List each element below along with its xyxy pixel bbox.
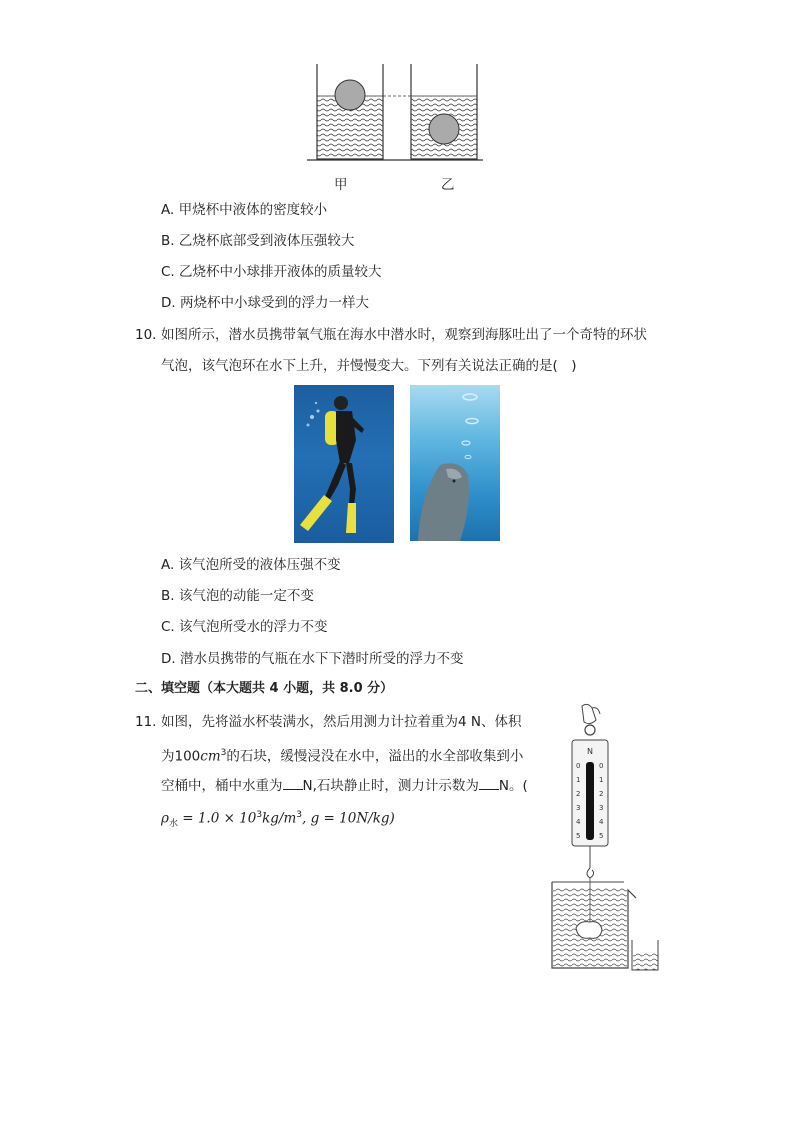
left-ball (335, 80, 365, 110)
q10-option-d: D. 潜水员携带的气瓶在水下下潜时所受的浮力不变 (161, 651, 464, 667)
q9-option-a: A. 甲烧杯中液体的密度较小 (161, 202, 328, 218)
section-heading: 二、填空题（本大题共 4 小题，共 8.0 分） (135, 681, 394, 696)
q11-line4: $\rho_水 = 1.0 \times 10^3kg/m^3$, g = 10N/kg) (161, 810, 395, 830)
tick-right-2: 2 (599, 790, 604, 798)
q10-line1: 如图所示，潜水员携带氧气瓶在海水中潜水时，观察到海豚吐出了一个奇特的环状 (161, 327, 647, 343)
tick-left-4: 4 (576, 818, 581, 826)
q9-option-b: B. 乙烧杯底部受到液体压强较大 (161, 233, 355, 249)
beaker-figure (305, 62, 485, 196)
q10-number: 10. (135, 327, 157, 343)
tick-right-4: 4 (599, 818, 604, 826)
q9-option-d: D. 两烧杯中小球受到的浮力一样大 (161, 295, 369, 311)
dolphin-photo (410, 385, 500, 541)
answer-blank-1[interactable] (283, 775, 303, 790)
q10-option-a: A. 该气泡所受的液体压强不变 (161, 557, 341, 573)
q11-line2: 为$100cm^3$的石块，缓慢浸没在水中，溢出的水全部收集到小 (161, 748, 524, 765)
scale-unit: N (587, 747, 593, 756)
beaker-diagram (305, 62, 485, 196)
tick-left-1: 1 (576, 776, 581, 784)
tick-left-3: 3 (576, 804, 581, 812)
tick-left-5: 5 (576, 832, 581, 840)
diver-photo (294, 385, 394, 543)
beaker-label-right: 乙 (441, 177, 455, 193)
tick-right-5: 5 (599, 832, 604, 840)
stone (576, 922, 602, 939)
tick-right-0: 0 (599, 762, 604, 770)
answer-blank-2[interactable] (479, 775, 499, 790)
q10-option-c: C. 该气泡所受水的浮力不变 (161, 619, 328, 635)
q11-line3: 空桶中，桶中水重为 N,石块静止时，测力计示数为 N。( (161, 775, 528, 795)
tick-left-2: 2 (576, 790, 581, 798)
q10-option-b: B. 该气泡的动能一定不变 (161, 588, 314, 604)
tick-right-3: 3 (599, 804, 604, 812)
spring-scale-figure (540, 702, 662, 974)
beaker-label-left: 甲 (334, 177, 348, 193)
q11-line1: 如图，先将溢水杯装满水，然后用测力计拉着重为4 N、体积 (161, 714, 522, 730)
spring-scale-diagram (540, 702, 662, 974)
tick-left-0: 0 (576, 762, 581, 770)
q9-option-c: C. 乙烧杯中小球排开液体的质量较大 (161, 264, 382, 280)
right-ball (429, 114, 459, 144)
q10-line2: 气泡，该气泡环在水下上升，并慢慢变大。下列有关说法正确的是( ) (161, 358, 577, 374)
q11-number: 11. (135, 714, 157, 730)
tick-right-1: 1 (599, 776, 604, 784)
